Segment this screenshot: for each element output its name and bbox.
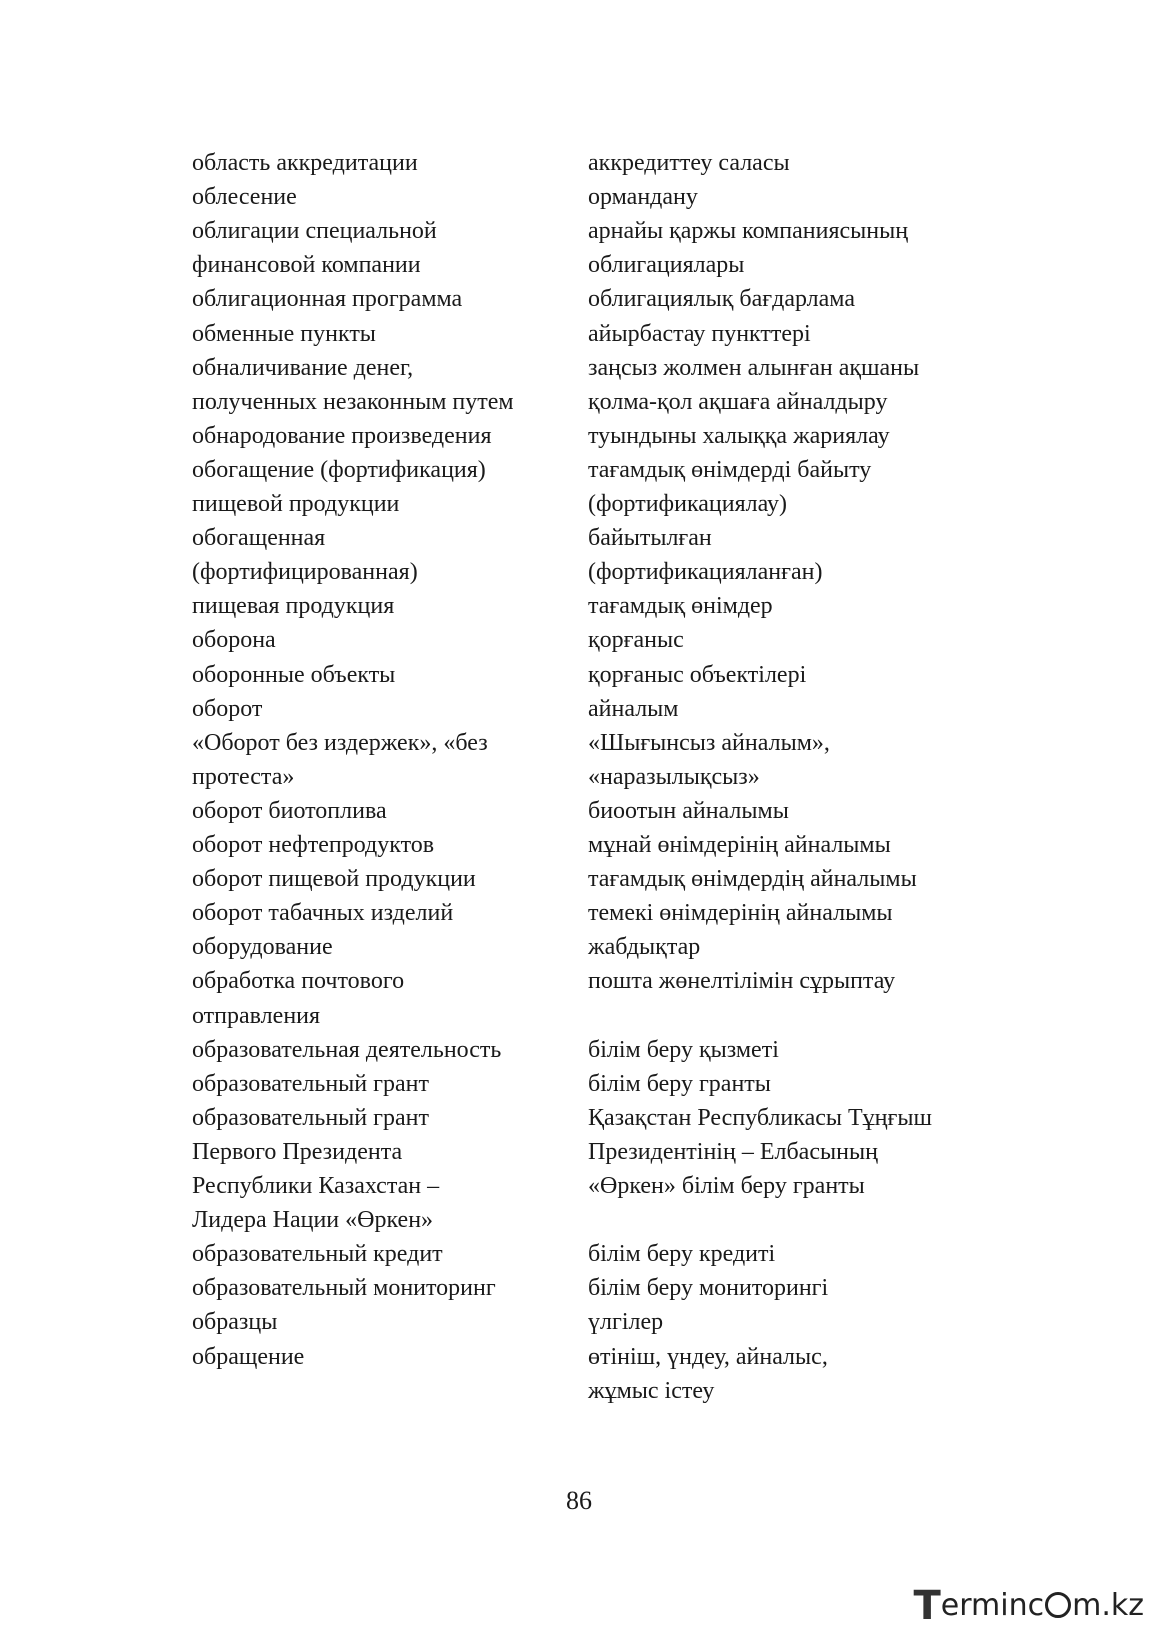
glossary-row — [0, 317, 1158, 351]
term-kazakh: айырбастау пункттері — [588, 320, 811, 347]
term-kazakh: білім беру гранты — [588, 1070, 771, 1097]
term-kazakh: Қазақстан Республикасы Тұңғыш — [588, 1104, 932, 1131]
term-russian: оборонные объекты — [192, 661, 396, 688]
term-russian: Республики Казахстан – — [192, 1173, 440, 1199]
term-russian: оборот табачных изделий — [192, 900, 454, 927]
glossary-row — [0, 999, 1158, 1033]
term-kazakh: ормандану — [588, 184, 698, 211]
term-kazakh: қорғаныс — [588, 627, 684, 654]
term-russian: полученных незаконным путем — [192, 388, 514, 415]
glossary-row — [0, 1237, 1158, 1271]
glossary-row — [0, 964, 1158, 998]
watermark-o-icon — [1045, 1592, 1071, 1618]
glossary-row — [0, 385, 1158, 419]
term-kazakh: білім беру мониторингі — [588, 1275, 829, 1302]
glossary-row — [0, 1305, 1158, 1339]
glossary-row — [0, 521, 1158, 555]
term-russian: облесение — [192, 184, 297, 211]
glossary-row — [0, 1169, 1158, 1203]
term-kazakh: өтініш, үндеу, айналыс, — [588, 1343, 828, 1370]
term-russian: образовательный грант — [192, 1070, 429, 1097]
glossary-row — [0, 180, 1158, 214]
term-russian: пищевой продукции — [192, 491, 400, 517]
term-kazakh: «Өркен» білім беру гранты — [588, 1173, 865, 1199]
term-kazakh: темекі өнімдерінің айналымы — [588, 900, 893, 927]
glossary-row — [0, 1340, 1158, 1374]
watermark-initial: T — [913, 1583, 941, 1629]
term-kazakh: жабдықтар — [588, 934, 701, 961]
term-kazakh: биоотын айналымы — [588, 797, 789, 824]
term-russian: оборона — [192, 627, 276, 654]
glossary-row — [0, 351, 1158, 385]
glossary-row — [0, 1271, 1158, 1305]
term-russian: Лидера Нации «Өркен» — [192, 1207, 434, 1234]
term-kazakh: (фортификациялау) — [588, 491, 788, 517]
term-russian: оборудование — [192, 934, 333, 961]
term-kazakh: аккредиттеу саласы — [588, 150, 790, 176]
term-kazakh: «наразылықсыз» — [588, 763, 760, 790]
term-russian: обращение — [192, 1343, 305, 1370]
glossary-row — [0, 1203, 1158, 1237]
glossary-row — [0, 896, 1158, 930]
term-kazakh: білім беру кредиті — [588, 1241, 776, 1268]
watermark-middle: erminc — [940, 1588, 1045, 1623]
term-russian: образцы — [192, 1309, 278, 1336]
term-kazakh: «Шығынсыз айналым», — [588, 729, 830, 756]
term-kazakh: тағамдық өнімдерді байыту — [588, 456, 872, 483]
glossary-row — [0, 214, 1158, 248]
term-russian: обогащенная — [192, 525, 326, 552]
term-russian: обменные пункты — [192, 320, 376, 347]
glossary-row — [0, 862, 1158, 896]
glossary-row — [0, 1067, 1158, 1101]
glossary-row — [0, 1135, 1158, 1169]
glossary-row — [0, 555, 1158, 589]
term-russian: обналичивание денег, — [192, 354, 414, 381]
term-russian: образовательный мониторинг — [192, 1275, 496, 1302]
term-kazakh: қорғаныс объектілері — [588, 661, 807, 688]
term-russian: (фортифицированная) — [192, 559, 418, 586]
term-russian: обнародование произведения — [192, 422, 492, 449]
term-russian: обработка почтового — [192, 968, 405, 995]
term-kazakh: арнайы қаржы компаниясының — [588, 218, 909, 245]
term-kazakh: Президентінің – Елбасының — [588, 1138, 878, 1165]
glossary-row — [0, 794, 1158, 828]
term-russian: область аккредитации — [192, 150, 418, 176]
term-kazakh: пошта жөнелтілімін сұрыптау — [588, 968, 896, 995]
term-kazakh: тағамдық өнімдер — [588, 593, 773, 620]
glossary-row — [0, 828, 1158, 862]
glossary-row — [0, 248, 1158, 282]
term-russian: облигационная программа — [192, 286, 463, 313]
glossary-row — [0, 623, 1158, 657]
glossary-row — [0, 1033, 1158, 1067]
term-russian: образовательный кредит — [192, 1241, 443, 1268]
term-kazakh: қолма-қол ақшаға айналдыру — [588, 388, 888, 415]
term-russian: оборот — [192, 695, 263, 722]
glossary-row — [0, 658, 1158, 692]
term-kazakh: облигациялары — [588, 252, 745, 279]
term-kazakh: (фортификацияланған) — [588, 559, 823, 586]
term-russian: протеста» — [192, 763, 295, 790]
glossary-row — [0, 146, 1158, 180]
term-kazakh: туындыны халыққа жариялау — [588, 422, 890, 449]
glossary-row — [0, 692, 1158, 726]
glossary-row — [0, 419, 1158, 453]
glossary-row — [0, 1374, 1158, 1408]
term-russian: отправления — [192, 1002, 321, 1029]
term-russian: Первого Президента — [192, 1138, 403, 1165]
term-russian: «Оборот без издержек», «без — [192, 729, 488, 756]
term-kazakh: үлгілер — [588, 1309, 664, 1336]
term-kazakh: облигациялық бағдарлама — [588, 286, 855, 313]
term-kazakh: айналым — [588, 695, 679, 722]
glossary-row — [0, 930, 1158, 964]
glossary-row — [0, 589, 1158, 623]
term-russian: образовательный грант — [192, 1104, 429, 1131]
term-russian: оборот нефтепродуктов — [192, 832, 435, 858]
glossary-row — [0, 453, 1158, 487]
glossary-row — [0, 760, 1158, 794]
term-russian: образовательная деятельность — [192, 1036, 502, 1063]
glossary-row — [0, 282, 1158, 316]
term-kazakh: байытылған — [588, 525, 712, 552]
glossary-row — [0, 487, 1158, 521]
term-russian: оборот пищевой продукции — [192, 866, 476, 893]
glossary-row — [0, 1101, 1158, 1135]
page-number: 86 — [566, 1486, 592, 1515]
term-russian: пищевая продукция — [192, 593, 395, 620]
glossary-row — [0, 726, 1158, 760]
term-kazakh: мұнай өнімдерінің айналымы — [588, 832, 891, 858]
term-russian: финансовой компании — [192, 252, 421, 279]
term-kazakh: жұмыс істеу — [588, 1377, 715, 1404]
watermark-suffix: m.kz — [1072, 1588, 1144, 1623]
term-russian: оборот биотоплива — [192, 797, 387, 824]
term-russian: обогащение (фортификация) — [192, 456, 486, 483]
site-watermark — [913, 1579, 1144, 1629]
term-kazakh: заңсыз жолмен алынған ақшаны — [588, 354, 920, 381]
term-kazakh: білім беру қызметі — [588, 1036, 779, 1063]
term-russian: облигации специальной — [192, 218, 437, 245]
term-kazakh: тағамдық өнімдердің айналымы — [588, 866, 917, 893]
